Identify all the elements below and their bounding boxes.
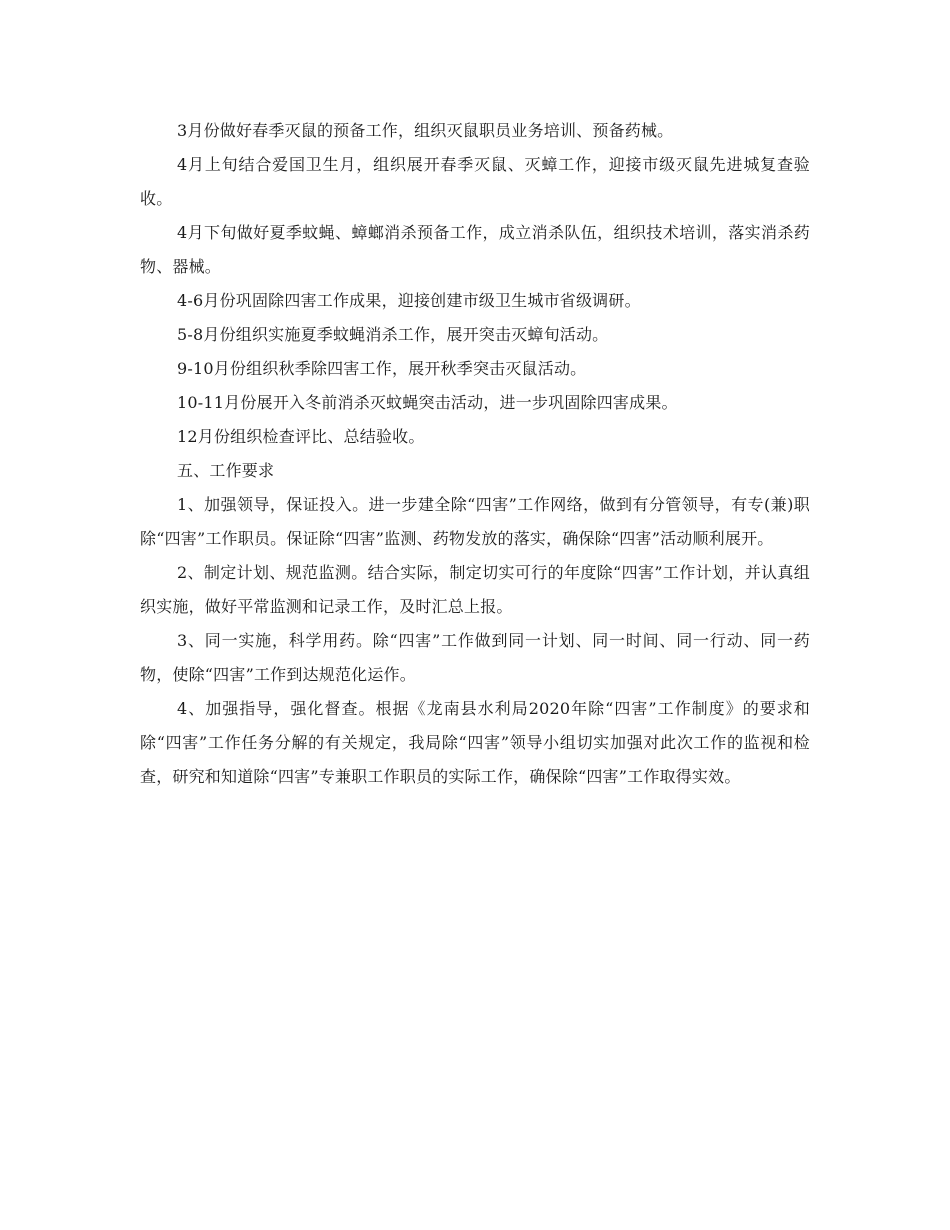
section-heading-requirements: 五、工作要求 <box>177 461 275 480</box>
paragraph-oct-nov: 10-11月份展开入冬前消杀灭蚊蝇突击活动，进一步巩固除四害成果。 <box>177 393 678 412</box>
paragraph-april-early: 4月上旬结合爱国卫生月，组织展开春季灭鼠、灭蟑工作，迎接市级灭鼠先进城复查验收。 <box>140 155 810 208</box>
paragraph-april-june: 4-6月份巩固除四害工作成果，迎接创建市级卫生城市省级调研。 <box>177 291 641 310</box>
paragraph-april-late: 4月下旬做好夏季蚊蝇、蟑螂消杀预备工作，成立消杀队伍，组织技术培训，落实消杀药物、器械。 <box>140 223 810 276</box>
paragraph-may-august: 5-8月份组织实施夏季蚊蝇消杀工作，展开突击灭蟑旬活动。 <box>177 325 609 344</box>
requirement-item-1: 1、加强领导，保证投入。进一步建全除“四害”工作网络，做到有分管领导，有专(兼)职除“四害”工作职员。保证除“四害”监测、药物发放的落实，确保除“四害”活动顺利展开。 <box>140 495 810 548</box>
requirement-item-4: 4、加强指导，强化督查。根据《龙南县水利局2020年除“四害”工作制度》的要求和除“四害”工作任务分解的有关规定，我局除“四害”领导小组切实加强对此次工作的监视和检查，研究和知道除“四害”专兼职工作职员的实际工作，确保除“四害”工作取得实效。 <box>140 699 810 786</box>
requirement-item-3: 3、同一实施，科学用药。除“四害”工作做到同一计划、同一时间、同一行动、同一药物，使除“四害”工作到达规范化运作。 <box>140 631 810 684</box>
requirement-item-2: 2、制定计划、规范监测。结合实际，制定切实可行的年度除“四害”工作计划，并认真组织实施，做好平常监测和记录工作，及时汇总上报。 <box>140 563 810 616</box>
paragraph-sept-oct: 9-10月份组织秋季除四害工作，展开秋季突击灭鼠活动。 <box>177 359 587 378</box>
paragraph-december: 12月份组织检查评比、总结验收。 <box>177 427 425 446</box>
paragraph-march-prep: 3月份做好春季灭鼠的预备工作，组织灭鼠职员业务培训、预备药械。 <box>177 121 674 140</box>
document-body <box>140 114 810 794</box>
